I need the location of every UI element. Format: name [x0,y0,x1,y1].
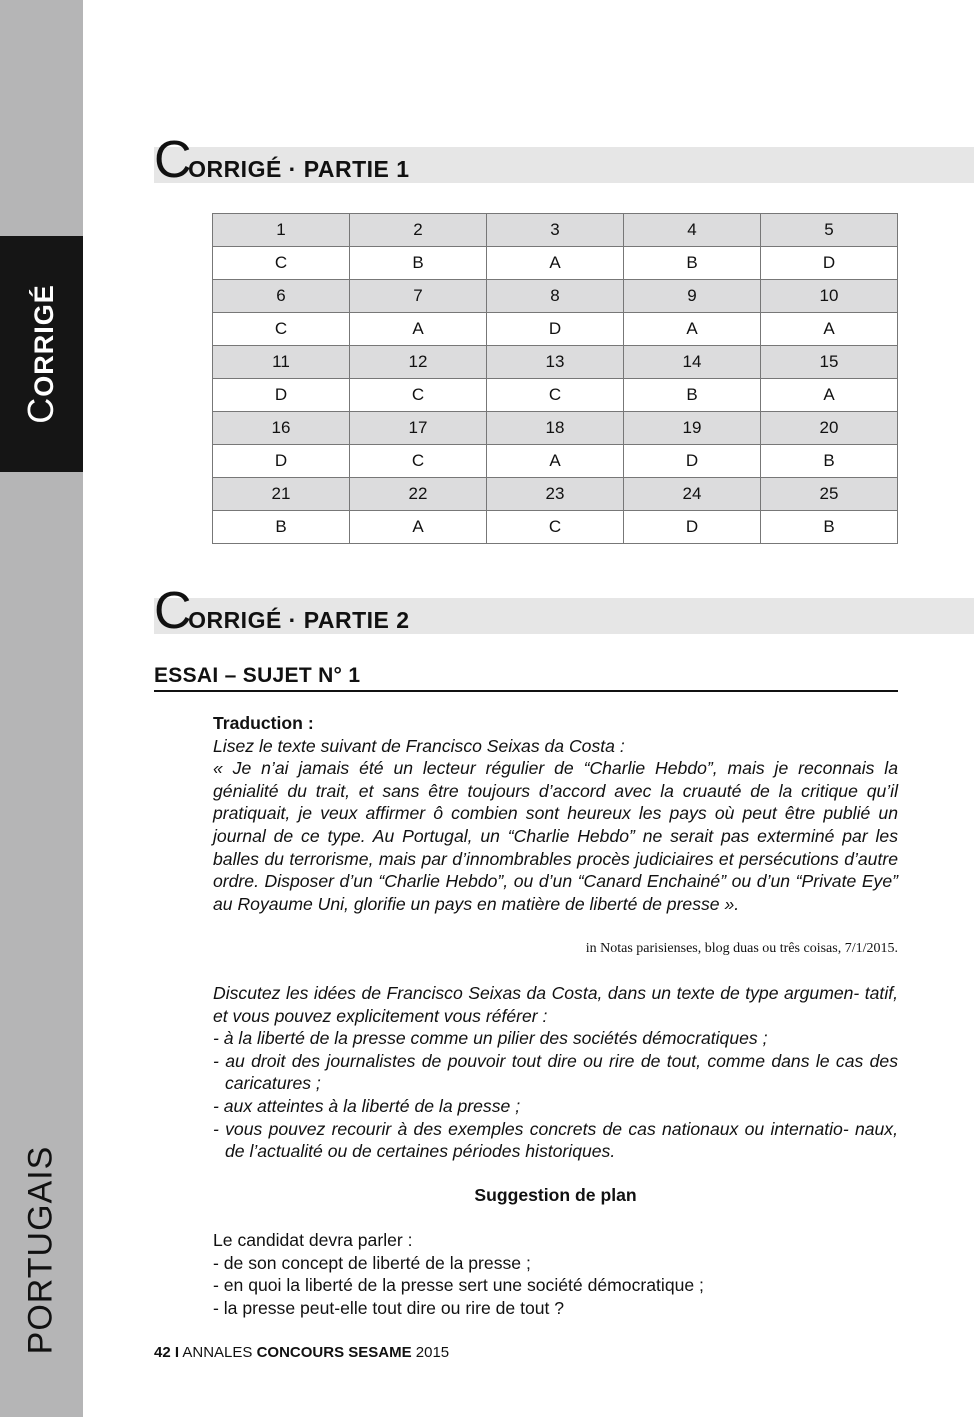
sidebar-subject-label: PORTUGAIS [21,1145,60,1355]
answer-letter-cell: A [761,313,898,346]
question-number-row [213,214,898,247]
traduction-intro: Lisez le texte suivant de Francisco Seixas da Costa : [213,735,625,756]
page-number: 42 [154,1344,171,1361]
answer-letter-cell: D [487,313,624,346]
footer-separator: I [174,1344,180,1361]
question-number-row [213,478,898,511]
consigne-item: - au droit des journalistes de pouvoir tout dire ou rire de tout, comme dans le cas des caricatures ; [213,1050,898,1094]
question-number-row [213,346,898,379]
question-number-cell: 23 [487,478,624,511]
answer-letter-cell: D [213,445,350,478]
answer-letter-cell: A [487,445,624,478]
consigne-intro: Discutez les idées de Francisco Seixas da Costa, dans un texte de type argumen- tatif, et vous pouvez explicitement vous référer : [213,983,898,1026]
answer-letter-cell: C [213,313,350,346]
question-number-cell: 16 [213,412,350,445]
question-number-cell: 21 [213,478,350,511]
question-number-cell: 19 [624,412,761,445]
plan-block [213,1229,898,1319]
answer-letter-row [213,247,898,280]
answer-letter-row [213,313,898,346]
quote-text: « Je n’ai jamais été un lecteur régulier de “Charlie Hebdo”, mais je reconnais la génialité du trait, et sans être toujours d’accord avec la cruauté de la critique qu’il pratiquait, je veux affirmer ô combien sont heureux les pays où peut être publié un journal de ce type. Au Portugal, un “Charlie Hebdo” ne serait pas exterminé par les balles du terrorisme, mais par d’innombrables procès judiciaires et persécutions d’autre ordre. Disposer d’un “Charlie Hebdo”, ou d’un “Canard Enchainé” ou d’un “Private Eye” au Royaume Uni, glorifie un pays en matière de liberté de presse ». [213,758,898,914]
footer-concours: CONCOURS SESAME [256,1344,412,1361]
answer-letter-cell: C [487,379,624,412]
question-number-cell: 20 [761,412,898,445]
question-number-cell: 25 [761,478,898,511]
question-number-cell: 15 [761,346,898,379]
traduction-label: Traduction : [213,713,314,733]
question-number-cell: 4 [624,214,761,247]
question-number-cell: 22 [350,478,487,511]
question-number-cell: 12 [350,346,487,379]
answer-letter-row [213,511,898,544]
question-number-cell: 6 [213,280,350,313]
section-heading-partie-1: CORRIGÉ · PARTIE 1 [154,147,974,183]
quote-source: in Notas parisienses, blog duas ou três coisas, 7/1/2015. [585,941,898,956]
answer-letter-cell: B [624,379,761,412]
question-number-cell: 8 [487,280,624,313]
plan-item: - la presse peut-elle tout dire ou rire de tout ? [213,1297,565,1318]
answer-letter-cell: C [487,511,624,544]
consigne-item: - aux atteintes à la liberté de la presse ; [213,1095,521,1116]
page-footer [154,1344,449,1361]
answer-letter-cell: A [761,379,898,412]
answer-letter-cell: C [350,379,487,412]
question-number-cell: 7 [350,280,487,313]
question-number-cell: 14 [624,346,761,379]
question-number-cell: 9 [624,280,761,313]
plan-item: - de son concept de liberté de la presse ; [213,1252,531,1273]
question-number-cell: 24 [624,478,761,511]
sidebar-corrige-label: CORRIGÉ [20,284,61,424]
question-number-cell: 1 [213,214,350,247]
section-heading-partie-2: CORRIGÉ · PARTIE 2 [154,598,974,634]
answer-letter-cell: B [350,247,487,280]
answer-letter-cell: B [761,511,898,544]
answer-letter-cell: B [761,445,898,478]
plan-intro: Le candidat devra parler : [213,1230,413,1250]
consigne-item: - vous pouvez recourir à des exemples concrets de cas nationaux ou internatio- naux, de l’actualité ou de certaines périodes historiques. [213,1118,898,1162]
answer-letter-row [213,445,898,478]
answer-letter-cell: A [350,313,487,346]
question-number-cell: 11 [213,346,350,379]
question-number-cell: 13 [487,346,624,379]
plan-item: - en quoi la liberté de la presse sert une société démocratique ; [213,1275,704,1296]
answer-letter-cell: D [624,445,761,478]
consigne-block [213,982,898,1163]
answer-table [212,213,898,544]
plan-title: Suggestion de plan [474,1185,637,1205]
answer-letter-cell: C [350,445,487,478]
answer-letter-cell: D [761,247,898,280]
consigne-item: - à la liberté de la presse comme un pilier des sociétés démocratiques ; [213,1028,768,1049]
footer-annales: ANNALES [182,1344,253,1361]
answer-letter-cell: A [487,247,624,280]
question-number-cell: 17 [350,412,487,445]
answer-letter-cell: B [624,247,761,280]
essai-title: ESSAI – SUJET N° 1 [154,664,898,692]
question-number-cell: 2 [350,214,487,247]
question-number-row [213,280,898,313]
answer-letter-cell: D [624,511,761,544]
answer-letter-row [213,379,898,412]
question-number-cell: 3 [487,214,624,247]
answer-letter-cell: C [213,247,350,280]
traduction-block [213,712,898,915]
question-number-row [213,412,898,445]
question-number-cell: 10 [761,280,898,313]
answer-letter-cell: D [213,379,350,412]
footer-year: 2015 [415,1344,450,1361]
question-number-cell: 5 [761,214,898,247]
question-number-cell: 18 [487,412,624,445]
answer-letter-cell: A [624,313,761,346]
answer-letter-cell: A [350,511,487,544]
answer-letter-cell: B [213,511,350,544]
